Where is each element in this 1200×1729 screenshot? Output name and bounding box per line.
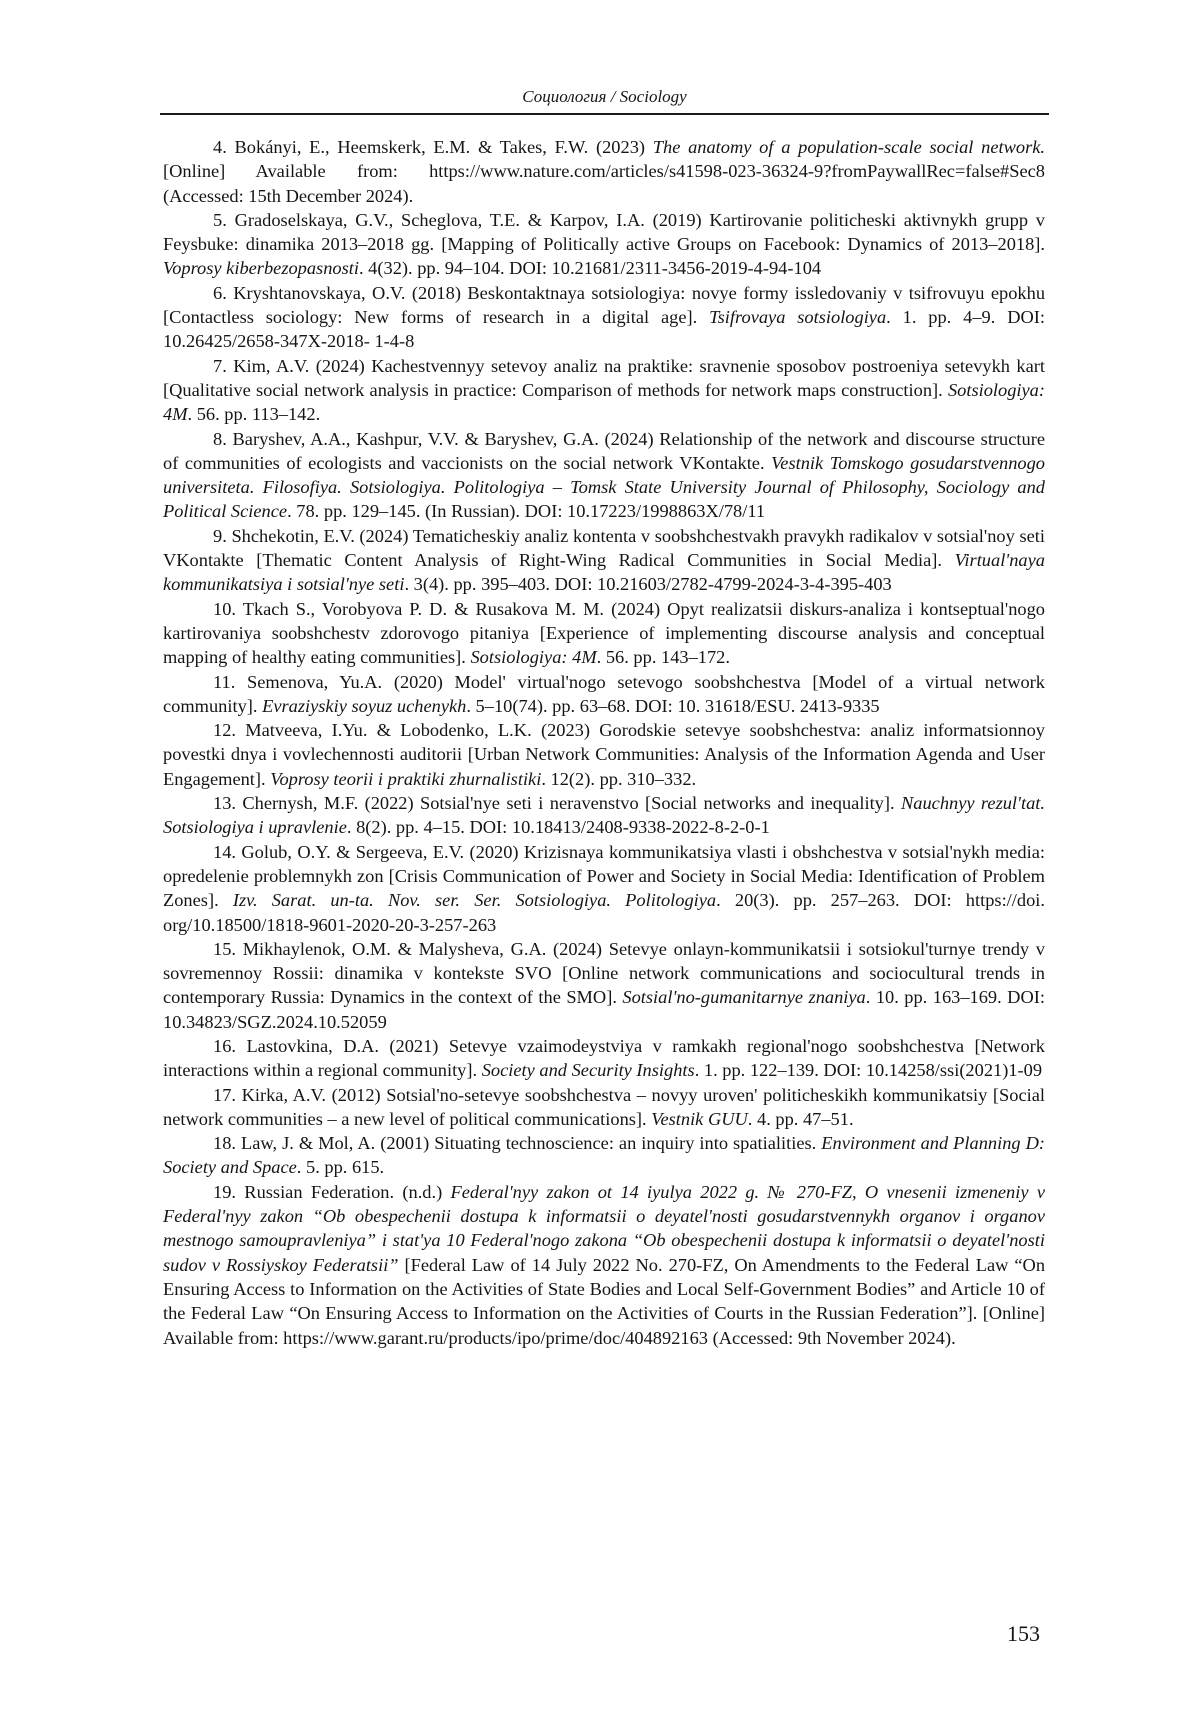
reference-source-title: Sotsial'no-gumanitarnye znaniya — [622, 987, 866, 1008]
reference-text: Semenova, Yu.A. (2020) Model' virtual'nogo setevogo soobshchestva [Model of a virtual network community]. — [163, 671, 1045, 716]
reference-number: 17. — [213, 1084, 242, 1105]
reference-number: 10. — [213, 598, 243, 619]
reference-item — [163, 524, 1045, 597]
reference-number: 5. — [213, 209, 235, 230]
reference-text: Tkach S., Vorobyova P. D. & Rusakova M. M. (2024) Opyt realizatsii diskurs-analiza i kontseptual'nogo kartirovaniya soobshchestv zdorovogo pitaniya [Experience of implementing discourse analysis and conceptual mapping of healthy eating communities]. — [163, 598, 1045, 668]
reference-item — [163, 281, 1045, 354]
reference-text: . 78. pp. 129–145. (In Russian). DOI: 10.17223/1998863X/78/11 — [287, 501, 766, 522]
reference-number: 18. — [213, 1133, 241, 1154]
reference-text: Russian Federation. (n.d.) — [244, 1181, 451, 1202]
reference-source-title: The anatomy of a population-scale social network. — [652, 137, 1045, 157]
reference-item — [163, 1131, 1045, 1180]
reference-source-title: Voprosy teorii i praktiki zhurnalistiki — [270, 768, 542, 789]
reference-source-title: Vestnik GUU — [651, 1108, 748, 1129]
reference-number: 13. — [213, 793, 243, 814]
reference-number: 14. — [213, 841, 242, 862]
reference-source-title: Sotsiologiya: 4M — [163, 379, 1045, 425]
reference-text: Bokányi, E., Heemskerk, E.M. & Takes, F.W. (2023) — [234, 137, 653, 157]
reference-text: . 3(4). pp. 395–403. DOI: 10.21603/2782-4799-2024-3-4-395-403 — [404, 574, 892, 595]
reference-source-title: Federal'nyy zakon ot 14 iyulya 2022 g. № 270-FZ, O vnesenii izmeneniy v Federal'nyy zakon “Ob obespechenii dostupa k informatsii o deyatel'nosti gosudarstvennykh organov i organov mestnogo samoupravleniya” i stat'ya 10 Federal'nogo zakona “Ob obespechenii dostupa k informatsii o deyatel'nosti sudov v Rossiyskoy Federatsii” — [163, 1181, 1045, 1275]
page-number: 153 — [1007, 1621, 1040, 1646]
reference-number: 6. — [213, 282, 234, 303]
reference-text: . 12(2). pp. 310–332. — [541, 768, 697, 789]
reference-text: Lastovkina, D.A. (2021) Setevye vzaimodeystviya v ramkakh regional'nogo soobshchestva [Network interactions within a regional community]. — [163, 1035, 1045, 1081]
header-rule — [160, 113, 1049, 115]
reference-number: 11. — [213, 671, 247, 692]
reference-item — [163, 718, 1045, 791]
reference-text: . 4. pp. 47–51. — [747, 1108, 854, 1129]
reference-text: Chernysh, M.F. (2022) Sotsial'nye seti i neravenstvo [Social networks and inequality]. — [242, 793, 901, 814]
reference-text: . 5–10(74). pp. 63–68. DOI: 10. 31618/ESU. 2413-9335 — [466, 695, 880, 716]
reference-item — [163, 208, 1045, 281]
reference-text: Shchekotin, E.V. (2024) Tematicheskiy analiz kontenta v soobshchestvakh pravykh radikalov v sotsial'noy seti VKontakte [Thematic Content Analysis of Right-Wing Radical Communities in Social Media]. — [163, 525, 1046, 571]
reference-source-title: Sotsiologiya: 4M — [470, 647, 597, 668]
reference-source-title: Evraziyskiy soyuz uchenykh — [262, 695, 467, 716]
reference-text: Matveeva, I.Yu. & Lobodenko, L.K. (2023) Gorodskie setevye soobshchestva: analiz informatsionnoy povestki dnya i vovlechennosti auditorii [Urban Network Communities: Analysis of the Information Agenda and User Engagement]. — [163, 720, 1045, 789]
reference-text: Baryshev, A.A., Kashpur, V.V. & Baryshev, G.A. (2024) Relationship of the network and discourse structure of communities of ecologists and vaccionists on the social network VKontakte. — [163, 428, 1045, 473]
reference-source-title: Nauchnyy rezul'tat. Sotsiologiya i upravlenie — [163, 793, 1045, 838]
reference-text: Kirka, A.V. (2012) Sotsial'no-setevye soobshchestva – novyy uroven' politicheskikh kommunikatsiy [Social network communities – a new level of political communications]. — [163, 1084, 1045, 1129]
reference-text: . 1. pp. 122–139. DOI: 10.14258/ssi(2021)1-09 — [694, 1060, 1043, 1081]
reference-item — [163, 354, 1045, 427]
reference-text: . 1. pp. 4–9. DOI: 10.26425/2658-347X-2018- 1-4-8 — [163, 307, 1045, 352]
reference-text: Mikhaylenok, O.M. & Malysheva, G.A. (2024) Setevye onlayn-kommunikatsii i sotsiokul'turnye trendy v sovremennoy Rossii: dinamika v kontekste SVO [Online network communications and sociocultural trends in contemporary Russia: Dynamics in the context of the SMO]. — [163, 938, 1045, 1008]
reference-source-title: Tsifrovaya sotsiologiya — [709, 307, 887, 328]
reference-text: . 56. pp. 143–172. — [596, 647, 730, 668]
reference-text: . 56. pp. 113–142. — [187, 404, 321, 425]
reference-item — [163, 840, 1045, 937]
reference-text: Kim, A.V. (2024) Kachestvennyy setevoy analiz na praktike: sravnenie sposobov postroeniya setevykh kart [Qualitative social network analysis in practice: Comparison of methods for network maps construction]. — [163, 355, 1045, 400]
reference-source-title: Izv. Sarat. un-ta. Nov. ser. Ser. Sotsiologiya. Politologiya — [232, 890, 717, 911]
reference-number: 8. — [213, 428, 233, 449]
reference-number: 4. — [213, 137, 235, 157]
reference-number: 7. — [213, 355, 234, 376]
reference-text: . 4(32). pp. 94–104. DOI: 10.21681/2311-3456-2019-4-94-104 — [358, 258, 822, 279]
reference-source-title: Voprosy kiberbezopasnosti — [163, 258, 359, 279]
reference-item — [163, 597, 1045, 670]
reference-number: 19. — [213, 1181, 245, 1202]
reference-item — [163, 670, 1045, 719]
reference-source-title: Vestnik Tomskogo gosudarstvennogo universiteta. Filosofiya. Sotsiologiya. Politologiya – Tomsk State University Journal of Philosophy, Sociology and Political Science — [163, 452, 1045, 522]
reference-source-title: Virtual'naya kommunikatsiya i sotsial'nye seti — [163, 550, 1045, 595]
reference-text: Gradoselskaya, G.V., Scheglova, T.E. & Karpov, I.A. (2019) Kartirovanie politicheski aktivnykh grupp v Feysbuke: dinamika 2013–2018 gg. [Mapping of Politically active Groups on Facebook: Dynamics of 2013–2018]. — [163, 209, 1046, 255]
reference-text: [Federal Law of 14 July 2022 No. 270-FZ, On Amendments to the Federal Law “On Ensuring Access to Information on the Activities of State Bodies and Local Self-Government Bodies” and Article 10 of the Federal Law “On Ensuring Access to Information on the Activities of Courts in the Russian Federation”]. [Online] Available from: https://www.garant.ru/products/ipo/prime/doc/404892163 (Accessed: 9th November 2024). — [163, 1254, 1046, 1348]
reference-number: 15. — [213, 938, 243, 959]
reference-text: Law, J. & Mol, A. (2001) Situating technoscience: an inquiry into spatialities. — [241, 1133, 822, 1154]
reference-number: 9. — [213, 525, 232, 546]
reference-item — [163, 1180, 1045, 1350]
reference-item — [163, 1083, 1045, 1132]
running-header: Социология / Sociology — [522, 87, 687, 106]
reference-text: . 10. pp. 163–169. DOI: 10.34823/SGZ.2024.10.52059 — [163, 987, 1045, 1032]
reference-item — [163, 1034, 1045, 1083]
reference-item — [163, 937, 1045, 1034]
reference-source-title: Society and Security Insights — [481, 1060, 695, 1081]
reference-list — [163, 135, 1045, 1350]
reference-item — [163, 427, 1045, 524]
reference-text: Kryshtanovskaya, O.V. (2018) Beskontaktnaya sotsiologiya: novye formy issledovaniy v tsifrovuyu epokhu [Contactless sociology: New forms of research in a digital age]. — [163, 282, 1046, 328]
reference-item — [163, 135, 1045, 208]
reference-text: . 20(3). pp. 257–263. DOI: https://doi. org/10.18500/1818-9601-2020-20-3-257-263 — [163, 890, 1046, 935]
reference-text: Golub, O.Y. & Sergeeva, E.V. (2020) Krizisnaya kommunikatsiya vlasti i obshchestva v sotsial'nykh media: opredelenie problemnykh zon [Crisis Communication of Power and Society in Social Media: Identification of Problem Zones]. — [163, 841, 1045, 911]
reference-text: . 5. pp. 615. — [296, 1157, 385, 1178]
reference-text: [Online] Available from: https://www.nature.com/articles/s41598-023-36324-9?fromPaywallRec=false#Sec8 (Accessed: 15th December 2024). — [163, 161, 1045, 206]
reference-number: 12. — [213, 720, 246, 741]
reference-source-title: Environment and Planning D: Society and Space — [163, 1133, 1045, 1178]
reference-text: . 8(2). pp. 4–15. DOI: 10.18413/2408-9338-2022-8-2-0-1 — [346, 817, 770, 838]
reference-item — [163, 791, 1045, 840]
reference-number: 16. — [213, 1035, 247, 1056]
